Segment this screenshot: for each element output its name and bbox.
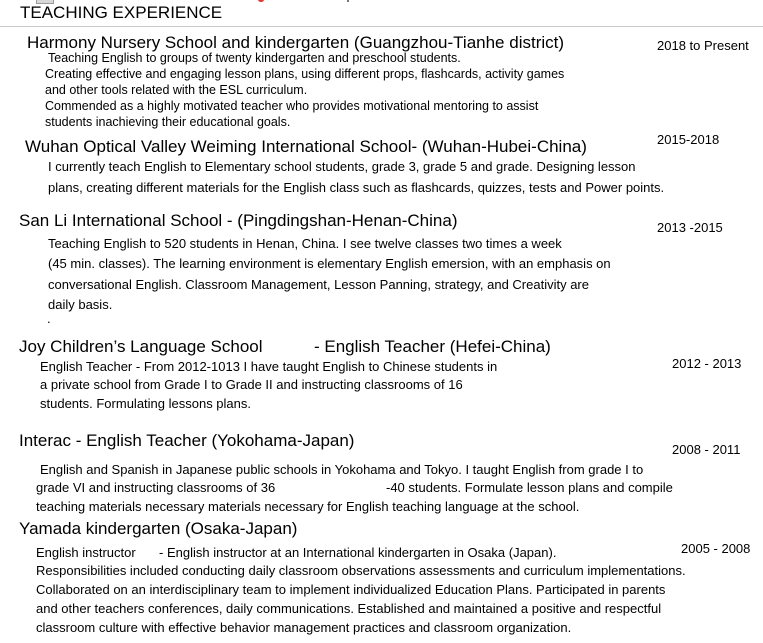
job-line: English Teacher - From 2012-1013 I have taught English to Chinese students in (40, 359, 498, 374)
job-dates: 2005 - 2008 (681, 541, 751, 556)
job-line: (45 min. classes). The learning environment is elementary English emersion, with an emphasis on (48, 256, 611, 271)
job-line: conversational English. Classroom Management, Lesson Panning, strategy, and Creativity are (48, 277, 589, 292)
job-line: teaching materials necessary materials necessary for English teaching language at the school. (36, 499, 580, 514)
job-dates: 2015-2018 (657, 132, 720, 147)
section-heading: TEACHING EXPERIENCE (20, 3, 223, 22)
job-line: grade VI and instructing classrooms of 36 (36, 480, 276, 495)
job-title: Joy Children’s Language School (19, 337, 263, 356)
job-line: plans, creating different materials for the English class such as flashcards, quizzes, tests and Power points. (48, 180, 665, 195)
job-line: English and Spanish in Japanese public schools in Yokohama and Tokyo. I taught English from grade I to (40, 462, 644, 477)
job-line: -40 students. Formulate lesson plans and compile (386, 480, 673, 495)
job-title: Harmony Nursery School and kindergarten (Guangzhou-Tianhe district) (27, 33, 565, 52)
job-line: . (47, 311, 51, 326)
section-divider (0, 26, 763, 27)
job-dates: 2018 to Present (657, 38, 749, 53)
job-line: Teaching English to 520 students in Henan, China. I see twelve classes two times a week (48, 236, 562, 251)
toolbar-separator (347, 0, 349, 2)
job-title: Interac - English Teacher (Yokohama-Japan) (19, 431, 355, 450)
job-title: San Li International School - (Pingdingshan-Henan-China) (19, 211, 458, 230)
job-dates: 2013 -2015 (657, 220, 723, 235)
job-title: Wuhan Optical Valley Weiming International School- (Wuhan-Hubei-China) (25, 137, 587, 156)
status-dot-icon (258, 0, 264, 2)
job-line: classroom culture with effective behavior management practices and classroom organization. (36, 620, 572, 635)
job-line: students inachieving their educational goals. (45, 115, 291, 129)
job-line: I currently teach English to Elementary school students, grade 3, grade 5 and grade. Designing lesson (48, 159, 636, 174)
job-title-role: - English Teacher (Hefei-China) (314, 337, 551, 356)
job-line: Creating effective and engaging lesson plans, using different props, flashcards, activity games (45, 67, 565, 81)
job-dates: 2012 - 2013 (672, 356, 742, 371)
job-line: Commended as a highly motivated teacher who provides motivational mentoring to assist (45, 99, 539, 113)
job-dates: 2008 - 2011 (672, 442, 741, 457)
job-line: daily basis. (48, 297, 113, 312)
job-line: Responsibilities included conducting daily classroom observations assessments and curriculum implementations. (36, 563, 686, 578)
job-title: Yamada kindergarten (Osaka-Japan) (19, 519, 298, 538)
job-line: English instructor (36, 545, 136, 560)
job-line: - English instructor at an International kindergarten in Osaka (Japan). (159, 545, 557, 560)
job-line: Collaborated on an interdisciplinary team to implement individualized Education Plans. Participated in parents (36, 582, 666, 597)
job-line: and other tools related with the ESL curriculum. (45, 83, 308, 97)
job-line: Teaching English to groups of twenty kindergarten and preschool students. (48, 51, 461, 65)
job-line: students. Formulating lessons plans. (40, 396, 251, 411)
job-line: a private school from Grade I to Grade II and instructing classrooms of 16 (40, 377, 463, 392)
job-line: and other teachers conferences, daily communications. Established and maintained a positive and respectful (36, 601, 662, 616)
